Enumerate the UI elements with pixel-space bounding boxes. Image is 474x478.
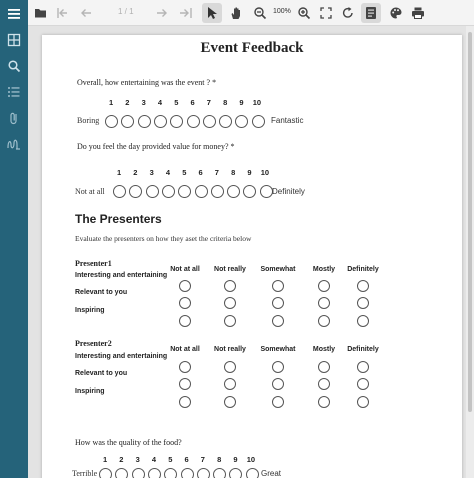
last-page-icon[interactable] [176,3,196,23]
presenter1-label: Presenter1 [75,259,112,268]
q3-radio-option[interactable] [181,468,194,478]
q1-question: Overall, how entertaining was the event ? * [77,78,217,87]
q2-scale-label: 1 [117,168,122,177]
q2-radio-option[interactable] [260,185,273,198]
q3-scale-label: 4 [151,455,157,464]
q1-radio-option[interactable] [154,115,167,128]
presenter1-matrix-radio[interactable] [318,315,330,327]
search-icon[interactable] [0,54,28,78]
q1-min-label: Boring [77,116,100,125]
q3-min-label: Terrible [72,469,98,478]
presenter1-matrix-radio[interactable] [272,297,284,309]
q1-radio-option[interactable] [203,115,216,128]
presenter2-row-label: Interesting and entertaining [75,353,168,360]
first-page-icon[interactable] [53,3,73,23]
q3-radio-option[interactable] [197,468,210,478]
form-mode-icon[interactable] [361,3,381,23]
q3-max-label: Great [261,469,282,478]
presenter1-matrix-radio[interactable] [224,297,236,309]
q2-scale-label: 9 [247,168,252,177]
q1-scale-label: 7 [206,98,211,107]
zoom-in-icon[interactable] [294,3,314,23]
presenter1-column-header: Definitely [347,266,379,273]
attachment-icon[interactable] [0,106,28,130]
q1-radio-option[interactable] [105,115,118,128]
presenter1-matrix-radio[interactable] [272,315,284,327]
q2-radio-option[interactable] [227,185,240,198]
sidebar [0,0,28,478]
q1-radio-option[interactable] [121,115,134,128]
q1-scale-label: 4 [157,98,163,107]
presenter1-row-label: Interesting and entertaining [75,272,168,279]
q1-radio-option[interactable] [219,115,232,128]
presenter2-column-header: Not really [214,346,246,353]
presenter1-matrix-radio[interactable] [357,280,369,292]
thumbnails-icon[interactable] [0,28,28,52]
q1-scale-label: 1 [109,98,114,107]
q3-scale-label: 10 [246,455,256,464]
presenter2-column-header: Mostly [312,346,336,353]
q1-scale-label: 2 [125,98,130,107]
presenter1-matrix-radio[interactable] [179,280,191,292]
presenter1-matrix-radio[interactable] [224,315,236,327]
q3-radio-option[interactable] [164,468,177,478]
outline-icon[interactable] [0,80,28,104]
q3-scale-label: 5 [168,455,173,464]
q1-radio-option[interactable] [252,115,265,128]
q2-scale-label: 6 [198,168,203,177]
q2-radio-option[interactable] [113,185,126,198]
q1-scale-label: 9 [239,98,244,107]
next-page-icon[interactable] [152,3,172,23]
presenter1-row-label: Relevant to you [75,289,128,296]
q2-radio-option[interactable] [129,185,142,198]
q3-scale-label: 7 [200,455,205,464]
q3-radio-option[interactable] [115,468,128,478]
zoom-out-icon[interactable] [250,3,270,23]
q2-max-label: Definitely [272,187,305,196]
q2-scale-label: 8 [231,168,236,177]
form-page [42,35,462,478]
q2-radio-option[interactable] [178,185,191,198]
presenter2-row-label: Relevant to you [75,370,128,377]
q1-scale-label: 5 [174,98,179,107]
toolbar [28,0,474,26]
pan-hand-icon[interactable] [226,3,246,23]
q1-scale-label: 10 [252,98,262,107]
q3-scale-label: 3 [135,455,140,464]
q2-scale-label: 5 [182,168,187,177]
form-title: Event Feedback [200,40,304,56]
menu-icon[interactable] [0,2,28,26]
presenter1-matrix-radio[interactable] [357,297,369,309]
presenter2-matrix-radio[interactable] [272,361,284,373]
presenter2-matrix-radio[interactable] [179,378,191,390]
presenter2-matrix-radio[interactable] [318,361,330,373]
fit-page-icon[interactable] [316,3,336,23]
presenter2-label: Presenter2 [75,339,112,348]
presenter2-matrix-radio[interactable] [272,378,284,390]
q2-radio-option[interactable] [243,185,256,198]
page-indicator[interactable]: 1 / 1 [118,7,134,16]
document-viewer[interactable] [28,26,474,478]
previous-page-icon[interactable] [76,3,96,23]
q1-scale-label: 6 [190,98,195,107]
q2-scale-label: 10 [260,168,270,177]
q2-scale-label: 7 [214,168,219,177]
q1-radio-option[interactable] [138,115,151,128]
presenter2-matrix-radio[interactable] [318,396,330,408]
q2-scale-label: 2 [133,168,138,177]
presenter1-column-header: Not really [214,266,246,273]
presenter2-matrix-radio[interactable] [272,396,284,408]
q3-radio-option[interactable] [213,468,226,478]
presenter2-matrix-radio[interactable] [357,396,369,408]
presenters-heading: The Presenters [75,212,162,226]
q2-radio-option[interactable] [162,185,175,198]
q3-question: How was the quality of the food? [75,438,182,447]
q1-max-label: Fantastic [271,116,304,125]
q1-radio-option[interactable] [187,115,200,128]
presenter2-matrix-radio[interactable] [357,361,369,373]
q2-question: Do you feel the day provided value for money? * [77,142,235,151]
q1-scale-label: 3 [141,98,146,107]
q2-radio-option[interactable] [146,185,159,198]
presenters-description: Evaluate the presenters on how they aset the criteria below [75,234,252,243]
signature-icon[interactable] [0,132,28,156]
q3-scale-label: 9 [233,455,238,464]
open-file-icon[interactable] [31,3,51,23]
q3-radio-option[interactable] [148,468,161,478]
rotate-icon[interactable] [338,3,358,23]
q3-radio-option[interactable] [99,468,112,478]
q3-scale-label: 6 [184,455,189,464]
q3-radio-option[interactable] [132,468,145,478]
presenter2-matrix-radio[interactable] [224,378,236,390]
presenter1-matrix-radio[interactable] [179,315,191,327]
q2-radio-option[interactable] [211,185,224,198]
pointer-icon[interactable] [202,3,222,23]
q2-scale-label: 3 [149,168,154,177]
presenter2-matrix-radio[interactable] [357,378,369,390]
presenter1-column-header: Mostly [312,266,336,273]
palette-icon[interactable] [386,3,406,23]
presenter2-column-header: Not at all [170,346,200,353]
q2-min-label: Not at all [75,187,105,196]
print-icon[interactable] [408,3,428,23]
presenter2-matrix-radio[interactable] [224,396,236,408]
presenter2-column-header: Somewhat [260,346,296,353]
presenter2-matrix-radio[interactable] [224,361,236,373]
scrollbar-thumb[interactable] [468,32,472,412]
presenter1-matrix-radio[interactable] [318,280,330,292]
presenter1-matrix-radio[interactable] [179,297,191,309]
q1-scale-label: 8 [223,98,228,107]
q2-scale-label: 4 [165,168,171,177]
vertical-scrollbar[interactable] [466,26,474,478]
presenter1-column-header: Somewhat [260,266,296,273]
q3-radio-option[interactable] [229,468,242,478]
q1-radio-option[interactable] [170,115,183,128]
q1-radio-option[interactable] [235,115,248,128]
presenter2-row-label: Inspiring [75,388,105,395]
presenter1-matrix-radio[interactable] [272,280,284,292]
presenter2-matrix-radio[interactable] [318,378,330,390]
q3-radio-option[interactable] [246,468,259,478]
q3-scale-label: 1 [103,455,108,464]
presenter1-column-header: Not at all [170,266,200,273]
q3-scale-label: 2 [119,455,124,464]
presenter1-row-label: Inspiring [75,307,105,314]
presenter2-column-header: Definitely [347,346,379,353]
presenter2-matrix-radio[interactable] [179,361,191,373]
zoom-level[interactable]: 100% [273,8,291,15]
presenter2-matrix-radio[interactable] [179,396,191,408]
q3-scale-label: 8 [217,455,222,464]
q2-radio-option[interactable] [195,185,208,198]
presenter1-matrix-radio[interactable] [318,297,330,309]
presenter1-matrix-radio[interactable] [224,280,236,292]
presenter1-matrix-radio[interactable] [357,315,369,327]
